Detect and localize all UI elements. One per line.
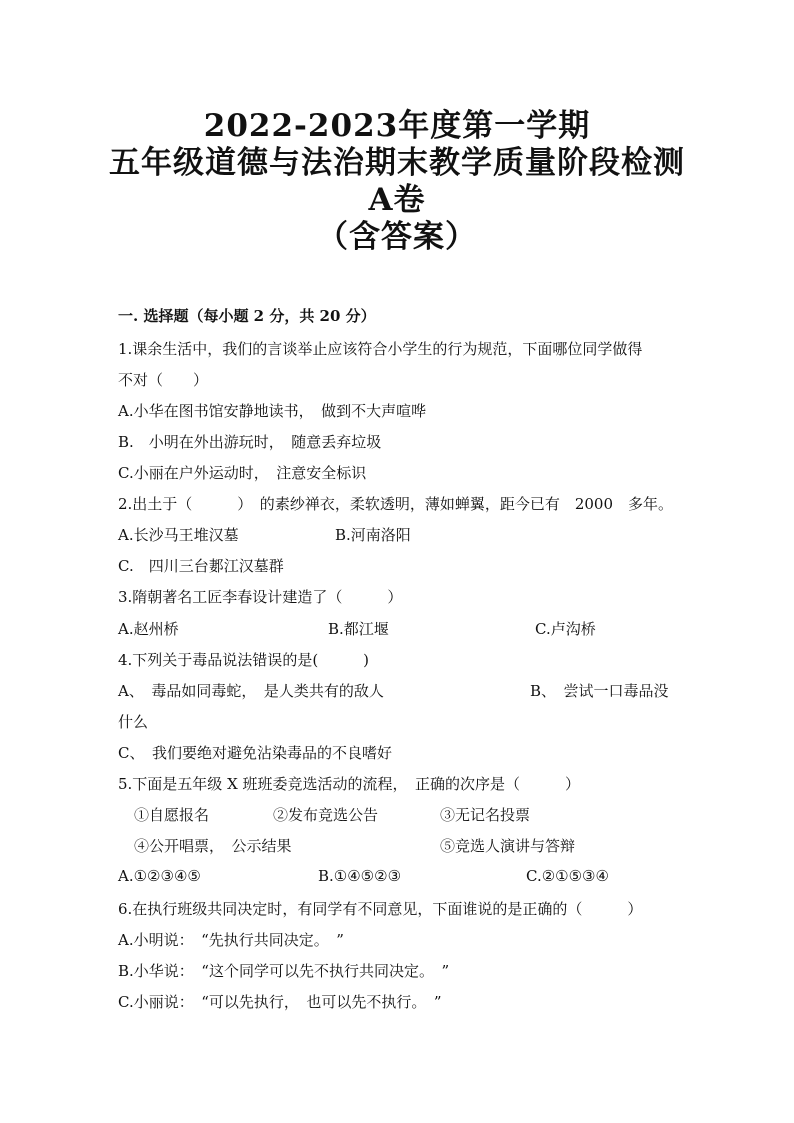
question-2-stem: 2.出土于（ ） 的素纱禅衣，柔软透明，薄如蝉翼，距今已有 2000 多年。 <box>118 495 673 513</box>
exam-title-year: 2022-2023年度第一学期 <box>203 108 591 144</box>
section-heading: 一. 选择题（每小题 2 分，共 20 分） <box>118 307 376 325</box>
question-6-option-b: B.小华说： “这个同学可以先不执行共同决定。 ” <box>118 962 450 980</box>
question-4-option-a: A、 毒品如同毒蛇， 是人类共有的敌人 <box>118 682 384 700</box>
question-5-step-3: ③无记名投票 <box>440 806 531 824</box>
question-4-stem: 4.下列关于毒品说法错误的是( ) <box>118 651 370 669</box>
question-5-option-a: A.①②③④⑤ <box>118 867 201 885</box>
question-4-option-b-cont: 什么 <box>118 713 149 731</box>
question-2-option-c: C. 四川三台郪江汉墓群 <box>118 557 284 575</box>
question-6-stem: 6.在执行班级共同决定时，有同学有不同意见，下面谁说的是正确的（ ） <box>118 900 643 918</box>
question-4-option-b: B、 尝试一口毒品没 <box>530 682 669 700</box>
question-1-stem-cont: 不对（ ） <box>118 371 209 389</box>
question-1-stem: 1.课余生活中，我们的言谈举止应该符合小学生的行为规范，下面哪位同学做得 <box>118 340 643 358</box>
question-5-stem: 5.下面是五年级 X 班班委竞选活动的流程， 正确的次序是（ ） <box>118 775 581 793</box>
question-6-option-c: C.小丽说： “可以先执行， 也可以先不执行。 ” <box>118 993 442 1011</box>
question-3-option-b: B.都江堰 <box>328 620 389 638</box>
question-3-stem: 3.隋朝著名工匠李春设计建造了（ ） <box>118 588 403 606</box>
exam-title-note: （含答案） <box>317 219 477 255</box>
question-1-option-a: A.小华在图书馆安静地读书， 做到不大声喧哗 <box>118 402 427 420</box>
question-5-step-5: ⑤竞选人演讲与答辩 <box>440 837 576 855</box>
question-5-option-c: C.②①⑤③④ <box>526 867 609 885</box>
question-6-option-a: A.小明说： “先执行共同决定。 ” <box>118 931 344 949</box>
question-4-option-c: C、 我们要绝对避免沾染毒品的不良嗜好 <box>118 744 392 762</box>
question-3-option-a: A.赵州桥 <box>118 620 179 638</box>
exam-title-subject: 五年级道德与法治期末教学质量阶段检测 <box>109 145 685 181</box>
question-5-step-4: ④公开唱票， 公示结果 <box>134 837 292 855</box>
question-5-step-1: ①自愿报名 <box>134 806 210 824</box>
question-2-option-b: B.河南洛阳 <box>335 526 411 544</box>
question-2-option-a: A.长沙马王堆汉墓 <box>118 526 239 544</box>
question-3-option-c: C.卢沟桥 <box>535 620 596 638</box>
question-1-option-b: B. 小明在外出游玩时， 随意丢弃垃圾 <box>118 433 382 451</box>
question-5-step-2: ②发布竞选公告 <box>273 806 379 824</box>
question-1-option-c: C.小丽在户外运动时， 注意安全标识 <box>118 464 367 482</box>
exam-title-paper: A卷 <box>368 182 426 218</box>
question-5-option-b: B.①④⑤②③ <box>318 867 402 885</box>
